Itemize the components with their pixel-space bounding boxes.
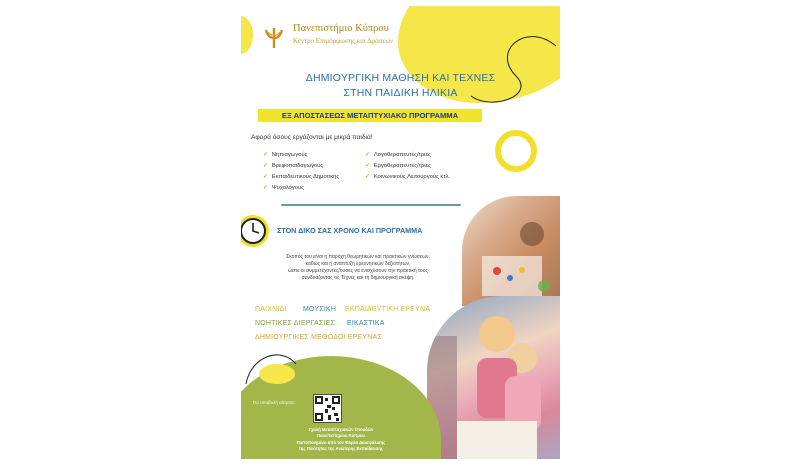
- check-icon: ✓: [365, 152, 370, 158]
- schedule-title: ΣΤΟΝ ΔΙΚΟ ΣΑΣ ΧΡΟΝΟ ΚΑΙ ΠΡΟΓΡΑΜΜΑ: [277, 226, 423, 235]
- footer-accredited-2: της Ποιότητας της Ανώτερης Εκπαίδευσης: [298, 446, 384, 451]
- program-purpose: Σκοπός του είναι η παροχή θεωρητικών και πρακτικών γνώσεων, καθώς και η ανάπτυξη ερευνητικών δεξιοτήτων, ώστε οι συμμετέχοντες/ουσες να ενισχύσουν την πρακτική τους συνδυάζοντας τις Τέχνες και τη δημιουργική σκέψη.: [286, 254, 430, 281]
- list-item: ✓ Εργοθεραπευτές/τριες: [365, 163, 431, 169]
- title-line-2: ΣΤΗΝ ΠΑΙΔΙΚΗ ΗΛΙΚΙΑ: [343, 87, 458, 99]
- swirl-line-decoration: [431, 16, 560, 116]
- university-logo-icon: [263, 26, 285, 50]
- check-icon: ✓: [263, 152, 268, 158]
- yellow-ring-decoration: [495, 130, 537, 172]
- check-icon: ✓: [263, 185, 268, 191]
- footer-university: Πανεπιστημίου Κύπρου: [317, 433, 365, 438]
- list-item: ✓ Εκπαιδευτικούς Δημοτικής: [263, 174, 340, 180]
- list-item: ✓ Λογοθεραπευτές/τριες: [365, 152, 431, 158]
- apply-label: Για υποβολή αίτησης:: [253, 400, 296, 405]
- keyword-cognitive: ΝΟΗΤΙΚΕΣ ΔΙΕΡΓΑΣΙΕΣ: [255, 320, 335, 327]
- keyword-play: ΠΑΙΧΝΙΔΙ: [255, 306, 287, 313]
- audience-intro: Αφορά όσους εργάζονται με μικρά παιδιά!: [251, 134, 373, 141]
- children-painting-photo: [462, 196, 560, 306]
- center-name: Κέντρο Επιμόρφωσης και Δράσεων: [293, 37, 394, 45]
- check-icon: ✓: [365, 163, 370, 169]
- poster: [241, 6, 560, 459]
- list-item: ✓ Ψυχολόγους: [263, 185, 304, 191]
- title-line-1: ΔΗΜΙΟΥΡΓΙΚΗ ΜΑΘΗΣΗ ΚΑΙ ΤΕΧΝΕΣ: [305, 72, 496, 84]
- keyword-methods: ΔΗΜΙΟΥΡΓΙΚΕΣ ΜΕΘΟΔΟΙ ΕΡΕΥΝΑΣ: [255, 334, 382, 341]
- divider: [281, 204, 461, 206]
- curve-line-decoration: [241, 346, 301, 386]
- check-icon: ✓: [263, 163, 268, 169]
- footer-accredited-1: Πιστοποιημένο από τον Φορέα Διασφάλισης: [296, 440, 386, 445]
- audience-list-right: [365, 152, 450, 185]
- qr-code-icon[interactable]: [313, 394, 342, 423]
- children-reading-photo: [427, 296, 560, 459]
- clock-icon: [241, 213, 271, 249]
- keyword-music: ΜΟΥΣΙΚΗ: [303, 306, 337, 313]
- university-name: Πανεπιστήμιο Κύπρου: [293, 23, 389, 34]
- audience-list-left: [263, 152, 339, 196]
- footer-school: Σχολή Μεταπτυχιακών Σπουδών: [308, 427, 374, 432]
- yellow-edge-decoration: [241, 16, 253, 54]
- list-item: ✓ Νηπιαγωγούς: [263, 152, 308, 158]
- check-icon: ✓: [263, 174, 268, 180]
- program-banner: ΕΞ ΑΠΟΣΤΑΣΕΩΣ ΜΕΤΑΠΤΥΧΙΑΚΟ ΠΡΟΓΡΑΜΜΑ: [258, 109, 482, 122]
- keyword-research: ΕΚΠΑΙΔΕΥΤΙΚΗ ΕΡΕΥΝΑ: [345, 306, 431, 313]
- check-icon: ✓: [365, 174, 370, 180]
- list-item: ✓ Κοινωνικούς Λειτουργούς κτλ.: [365, 174, 451, 180]
- list-item: ✓ Βρεφοπαιδαγωγούς: [263, 163, 324, 169]
- keyword-visual: ΕΙΚΑΣΤΙΚΑ: [347, 320, 385, 327]
